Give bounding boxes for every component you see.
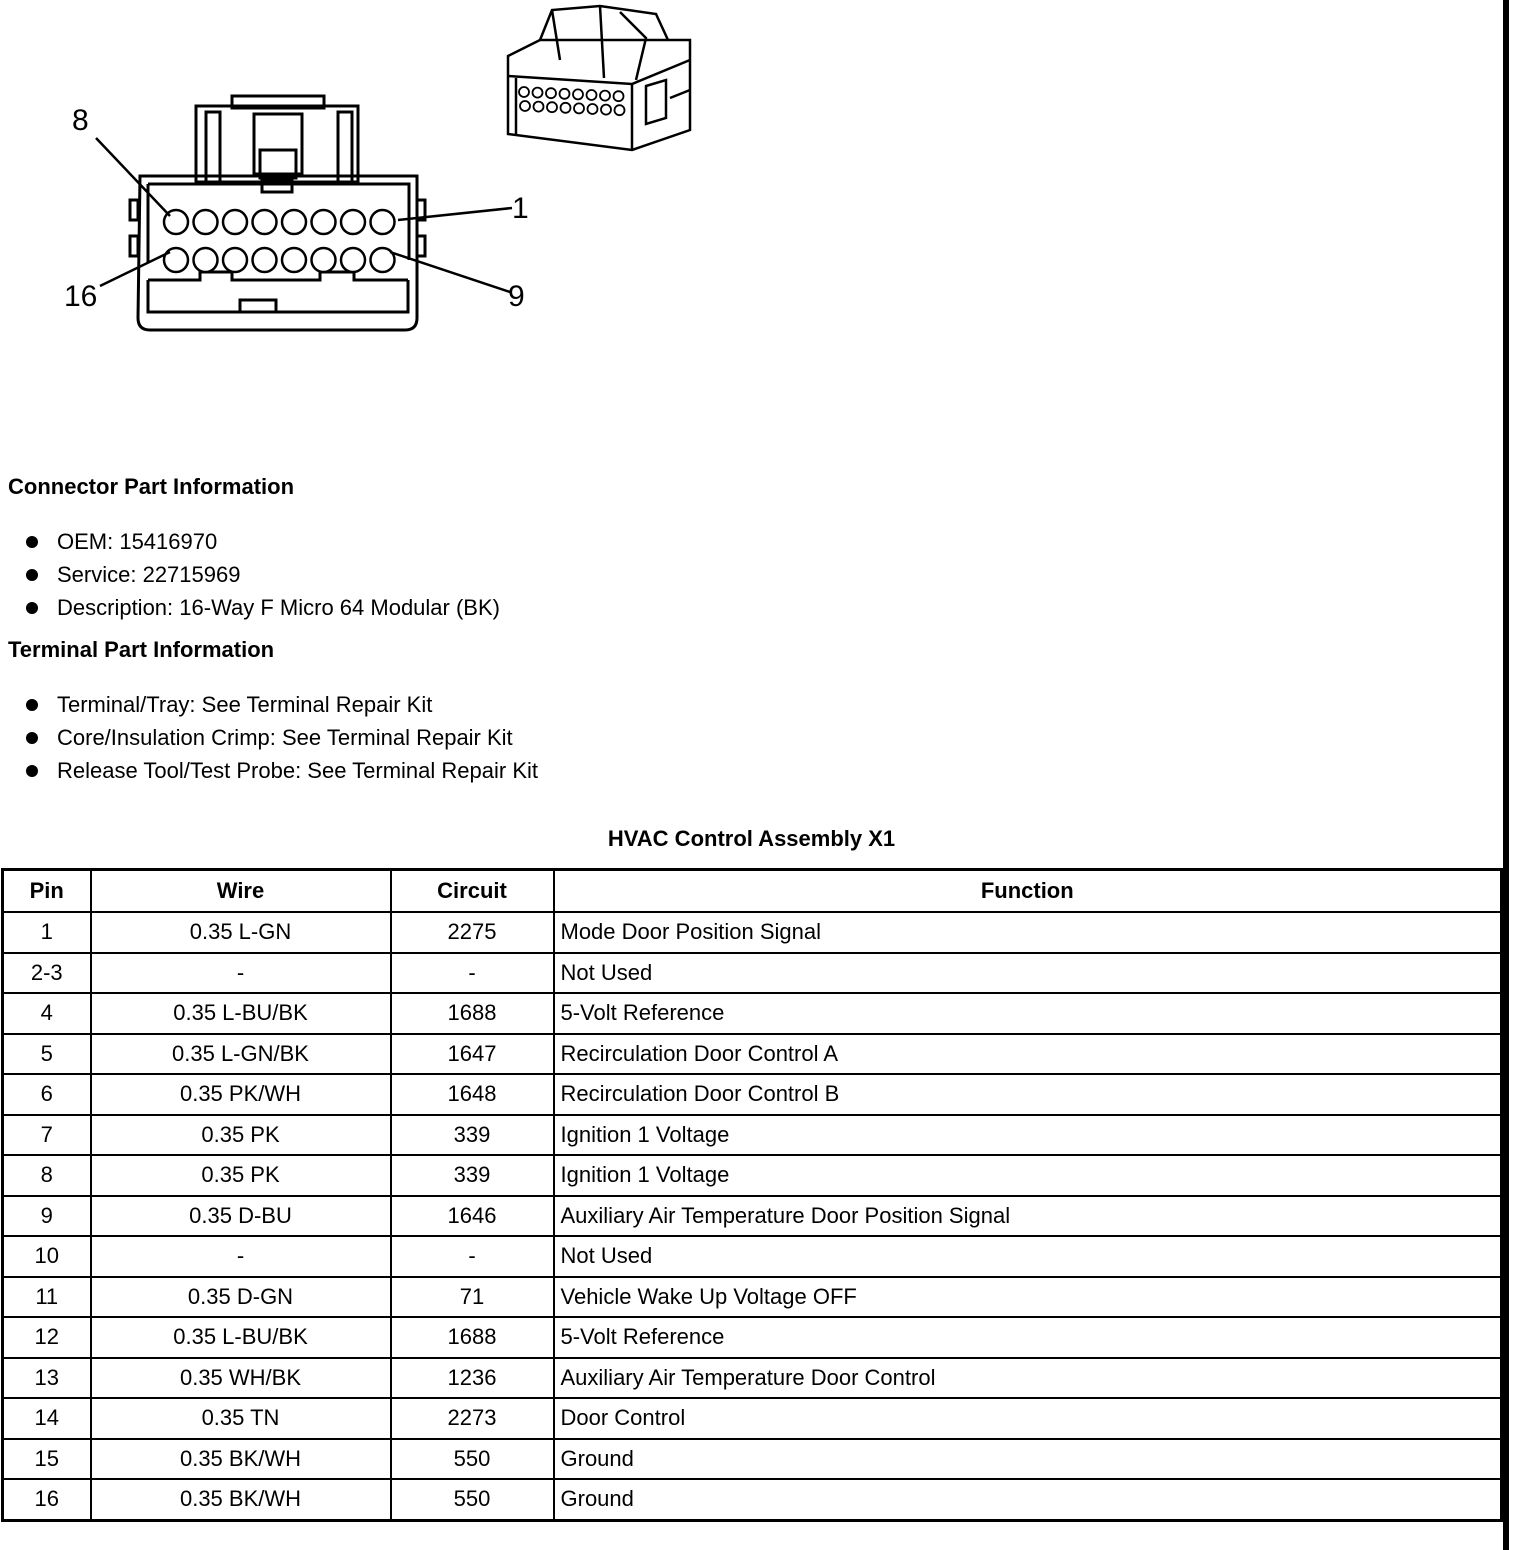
isometric-pin-cavity xyxy=(588,104,598,114)
isometric-pin-cavity xyxy=(561,103,571,113)
pin-cavity xyxy=(312,248,336,272)
cell-function: Ground xyxy=(554,1479,1502,1520)
bullet-icon xyxy=(26,569,38,581)
pin-label-9: 9 xyxy=(508,280,525,313)
pin-cavity xyxy=(312,210,336,234)
connector-diagram xyxy=(0,0,760,350)
pin-cavity xyxy=(282,248,306,272)
cell-wire: 0.35 BK/WH xyxy=(91,1479,391,1520)
cell-wire: 0.35 L-GN/BK xyxy=(91,1034,391,1075)
isometric-pin-cavity xyxy=(615,105,625,115)
list-item: Description: 16-Way F Micro 64 Modular (BK) xyxy=(24,591,500,624)
page-right-border xyxy=(1503,0,1509,1550)
list-item: Core/Insulation Crimp: See Terminal Repair Kit xyxy=(24,721,538,754)
cell-function: Door Control xyxy=(554,1398,1502,1439)
table-row xyxy=(3,1317,1502,1358)
isometric-pin-cavity xyxy=(601,105,611,115)
isometric-pin-cavity xyxy=(587,90,597,100)
header-wire: Wire xyxy=(91,870,391,913)
cell-circuit: 1688 xyxy=(391,993,554,1034)
cell-function: Ignition 1 Voltage xyxy=(554,1155,1502,1196)
list-item: Release Tool/Test Probe: See Terminal Repair Kit xyxy=(24,754,538,787)
cell-pin: 1 xyxy=(3,912,91,953)
cell-circuit: 2273 xyxy=(391,1398,554,1439)
pin-cavity xyxy=(253,210,277,234)
isometric-pin-cavity xyxy=(614,91,624,101)
isometric-pin-cavity xyxy=(533,88,543,98)
list-item: Terminal/Tray: See Terminal Repair Kit xyxy=(24,688,538,721)
isometric-pin-cavity xyxy=(573,89,583,99)
cell-pin: 11 xyxy=(3,1277,91,1318)
table-row xyxy=(3,1074,1502,1115)
cell-pin: 14 xyxy=(3,1398,91,1439)
cell-pin: 15 xyxy=(3,1439,91,1480)
connector-isometric-view xyxy=(508,6,690,150)
bullet-icon xyxy=(26,699,38,711)
table-row xyxy=(3,1277,1502,1318)
cell-circuit: 550 xyxy=(391,1479,554,1520)
cell-pin: 5 xyxy=(3,1034,91,1075)
cell-function: Recirculation Door Control A xyxy=(554,1034,1502,1075)
cell-function: Ground xyxy=(554,1439,1502,1480)
cell-function: Auxiliary Air Temperature Door Control xyxy=(554,1358,1502,1399)
header-pin: Pin xyxy=(3,870,91,913)
cell-wire: 0.35 L-BU/BK xyxy=(91,993,391,1034)
cell-wire: 0.35 D-BU xyxy=(91,1196,391,1237)
cell-function: Mode Door Position Signal xyxy=(554,912,1502,953)
table-row xyxy=(3,1479,1502,1520)
cell-circuit: 550 xyxy=(391,1439,554,1480)
table-row xyxy=(3,1196,1502,1237)
pin-cavity xyxy=(164,248,188,272)
pin-cavities xyxy=(164,210,395,272)
cell-function: Vehicle Wake Up Voltage OFF xyxy=(554,1277,1502,1318)
table-row xyxy=(3,1155,1502,1196)
pin-cavity xyxy=(223,210,247,234)
cell-pin: 12 xyxy=(3,1317,91,1358)
cell-pin: 6 xyxy=(3,1074,91,1115)
cell-function: Auxiliary Air Temperature Door Position Signal xyxy=(554,1196,1502,1237)
isometric-pin-cavity xyxy=(600,91,610,101)
cell-wire: 0.35 PK xyxy=(91,1155,391,1196)
cell-function: Recirculation Door Control B xyxy=(554,1074,1502,1115)
pin-cavity xyxy=(341,210,365,234)
bullet-icon xyxy=(26,602,38,614)
pin-cavity xyxy=(253,248,277,272)
cell-wire: 0.35 D-GN xyxy=(91,1277,391,1318)
cell-wire: - xyxy=(91,953,391,994)
cell-circuit: 2275 xyxy=(391,912,554,953)
list-item: Service: 22715969 xyxy=(24,558,500,591)
terminal-part-info-heading: Terminal Part Information xyxy=(8,637,275,662)
connector-part-info-list xyxy=(24,525,500,624)
isometric-pin-cavity xyxy=(520,101,530,111)
cell-wire: 0.35 BK/WH xyxy=(91,1439,391,1480)
header-circuit: Circuit xyxy=(391,870,554,913)
cell-circuit: - xyxy=(391,953,554,994)
cell-function: Ignition 1 Voltage xyxy=(554,1115,1502,1156)
cell-circuit: 1646 xyxy=(391,1196,554,1237)
cell-circuit: 1688 xyxy=(391,1317,554,1358)
table-row xyxy=(3,912,1502,953)
connector-part-info-heading: Connector Part Information xyxy=(8,474,295,499)
cell-wire: 0.35 L-GN xyxy=(91,912,391,953)
cell-function: 5-Volt Reference xyxy=(554,1317,1502,1358)
cell-function: Not Used xyxy=(554,953,1502,994)
cell-pin: 7 xyxy=(3,1115,91,1156)
table-row xyxy=(3,1236,1502,1277)
table-row xyxy=(3,1034,1502,1075)
pin-label-1: 1 xyxy=(512,192,529,225)
isometric-pin-cavity xyxy=(534,102,544,112)
list-item: OEM: 15416970 xyxy=(24,525,500,558)
cell-circuit: 1647 xyxy=(391,1034,554,1075)
isometric-pin-cavity xyxy=(560,89,570,99)
bullet-icon xyxy=(26,732,38,744)
cell-wire: 0.35 TN xyxy=(91,1398,391,1439)
terminal-part-info-list xyxy=(24,688,538,787)
pin-cavity xyxy=(194,248,218,272)
cell-function: 5-Volt Reference xyxy=(554,993,1502,1034)
pin-cavity xyxy=(371,210,395,234)
cell-circuit: 1236 xyxy=(391,1358,554,1399)
isometric-pin-cavities xyxy=(519,87,625,115)
isometric-pin-cavity xyxy=(519,87,529,97)
table-row xyxy=(3,993,1502,1034)
cell-pin: 13 xyxy=(3,1358,91,1399)
isometric-pin-cavity xyxy=(574,103,584,113)
bullet-icon xyxy=(26,765,38,777)
table-row xyxy=(3,953,1502,994)
cell-pin: 16 xyxy=(3,1479,91,1520)
header-function: Function xyxy=(554,870,1502,913)
pin-cavity xyxy=(341,248,365,272)
cell-wire: 0.35 PK xyxy=(91,1115,391,1156)
cell-circuit: - xyxy=(391,1236,554,1277)
cell-wire: - xyxy=(91,1236,391,1277)
table-title: HVAC Control Assembly X1 xyxy=(607,826,896,851)
pin-label-16: 16 xyxy=(64,280,98,313)
cell-circuit: 1648 xyxy=(391,1074,554,1115)
cell-circuit: 339 xyxy=(391,1155,554,1196)
cell-pin: 2-3 xyxy=(3,953,91,994)
bullet-icon xyxy=(26,536,38,548)
cell-wire: 0.35 L-BU/BK xyxy=(91,1317,391,1358)
pin-label-8: 8 xyxy=(72,104,89,137)
pin-cavity xyxy=(282,210,306,234)
isometric-pin-cavity xyxy=(547,102,557,112)
cell-pin: 10 xyxy=(3,1236,91,1277)
table-row xyxy=(3,1115,1502,1156)
cell-function: Not Used xyxy=(554,1236,1502,1277)
pin-cavity xyxy=(223,248,247,272)
cell-pin: 9 xyxy=(3,1196,91,1237)
cell-pin: 8 xyxy=(3,1155,91,1196)
cell-pin: 4 xyxy=(3,993,91,1034)
pin-cavity xyxy=(194,210,218,234)
table-header-row xyxy=(3,870,1502,913)
isometric-pin-cavity xyxy=(546,88,556,98)
table-row xyxy=(3,1439,1502,1480)
pinout-table xyxy=(1,868,1503,1522)
table-row xyxy=(3,1398,1502,1439)
cell-circuit: 339 xyxy=(391,1115,554,1156)
cell-wire: 0.35 WH/BK xyxy=(91,1358,391,1399)
cell-circuit: 71 xyxy=(391,1277,554,1318)
table-row xyxy=(3,1358,1502,1399)
cell-wire: 0.35 PK/WH xyxy=(91,1074,391,1115)
